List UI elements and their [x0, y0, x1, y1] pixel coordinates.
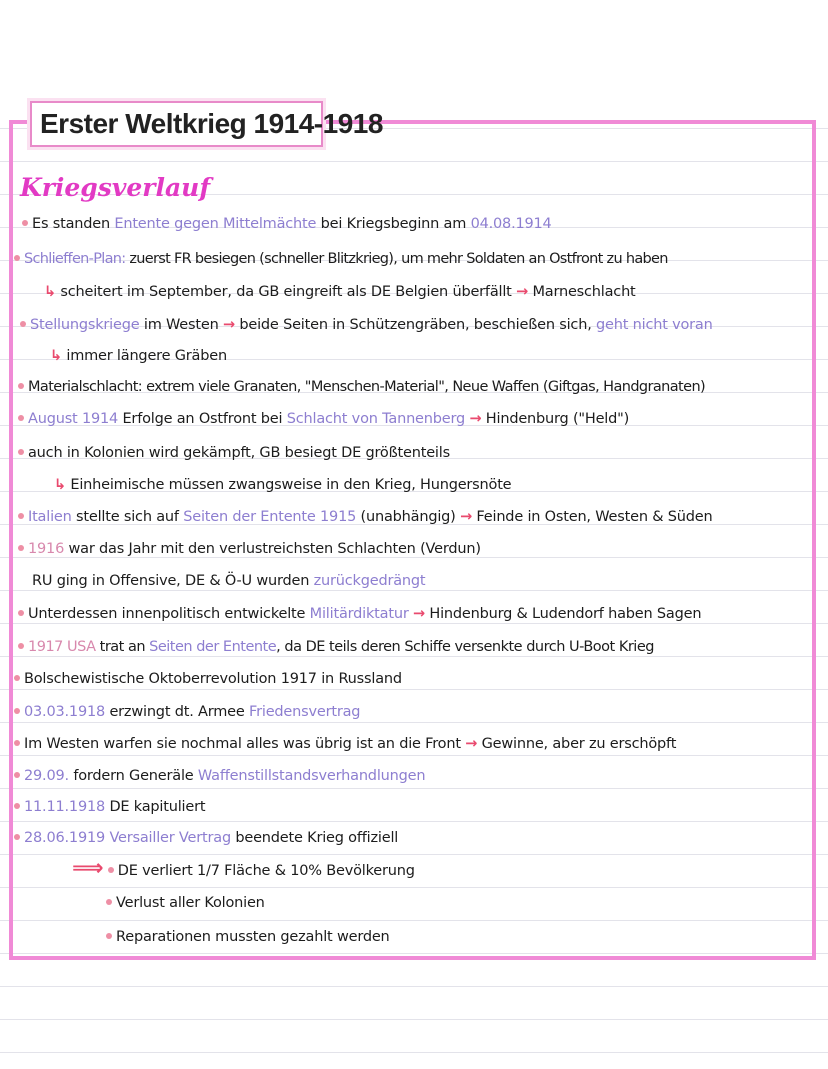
note-line: Unterdessen innenpolitisch entwickelte Militärdiktatur → Hindenburg & Ludendorf haben Sagen: [18, 604, 701, 624]
bullet-dot-icon: [14, 255, 20, 261]
note-line: Im Westen warfen sie nochmal alles was übrig ist an die Front → Gewinne, aber zu erschöpft: [14, 734, 676, 754]
note-line: Es standen Entente gegen Mittelmächte bei Kriegsbeginn am 04.08.1914: [22, 214, 552, 234]
note-line: 11.11.1918 DE kapituliert: [14, 797, 205, 817]
note-line: 1916 war das Jahr mit den verlustreichsten Schlachten (Verdun): [18, 539, 481, 559]
bullet-dot-icon: [22, 220, 28, 226]
bullet-dot-icon: [18, 610, 24, 616]
long-arrow-right-icon: ⟹: [72, 856, 104, 881]
bullet-dot-icon: [14, 740, 20, 746]
note-line: 29.09. fordern Generäle Waffenstillstandsverhandlungen: [14, 766, 425, 786]
note-line: RU ging in Offensive, DE & Ö-U wurden zurückgedrängt: [32, 573, 426, 589]
note-line: ⟹ DE verliert 1/7 Fläche & 10% Bevölkerung: [72, 856, 415, 881]
bullet-dot-icon: [106, 933, 112, 939]
arrow-right-icon: →: [223, 317, 235, 333]
note-line: Verlust aller Kolonien: [106, 893, 265, 913]
note-line: auch in Kolonien wird gekämpft, GB besiegt DE größtenteils: [18, 443, 450, 463]
bullet-dot-icon: [18, 545, 24, 551]
note-line: 1917 USA trat an Seiten der Entente, da DE teils deren Schiffe versenkte durch U-Boot Krieg: [18, 637, 654, 657]
note-line: Materialschlacht: extrem viele Granaten, "Menschen-Material", Neue Waffen (Giftgas, Handgranaten): [18, 377, 705, 397]
note-line: 03.03.1918 erzwingt dt. Armee Friedensvertrag: [14, 702, 360, 722]
note-line: ↳ Einheimische müssen zwangsweise in den Krieg, Hungersnöte: [54, 477, 512, 493]
note-line: 28.06.1919 Versailler Vertrag beendete Krieg offiziell: [14, 828, 398, 848]
bullet-dot-icon: [14, 803, 20, 809]
note-line: Italien stellte sich auf Seiten der Entente 1915 (unabhängig) → Feinde in Osten, Westen & Süden: [18, 507, 712, 527]
bullet-dot-icon: [18, 643, 24, 649]
note-line: Stellungskriege im Westen → beide Seiten in Schützengräben, beschießen sich, geht nicht voran: [20, 315, 713, 335]
bullet-dot-icon: [108, 867, 114, 873]
arrow-right-icon: →: [460, 509, 473, 525]
bullet-dot-icon: [14, 772, 20, 778]
bullet-dot-icon: [106, 899, 112, 905]
bullet-dot-icon: [20, 321, 26, 327]
note-line: August 1914 Erfolge an Ostfront bei Schlacht von Tannenberg → Hindenburg ("Held"): [18, 409, 629, 429]
note-line: Bolschewistische Oktoberrevolution 1917 in Russland: [14, 669, 402, 689]
return-arrow-icon: ↳: [54, 477, 66, 493]
section-heading: Kriegsverlauf: [20, 173, 211, 202]
arrow-right-icon: →: [465, 736, 478, 752]
return-arrow-icon: ↳: [44, 284, 56, 300]
bullet-dot-icon: [18, 383, 24, 389]
page-top-margin: [0, 0, 828, 98]
arrow-right-icon: →: [516, 284, 529, 300]
note-line: Reparationen mussten gezahlt werden: [106, 927, 390, 947]
note-line: Schlieffen-Plan: zuerst FR besiegen (schneller Blitzkrieg), um mehr Soldaten an Ostfront zu haben: [14, 249, 668, 269]
bullet-dot-icon: [18, 415, 24, 421]
note-line: ↳ scheitert im September, da GB eingreift als DE Belgien überfällt → Marneschlacht: [44, 284, 636, 300]
bullet-dot-icon: [14, 708, 20, 714]
arrow-right-icon: →: [469, 411, 482, 427]
note-line: ↳ immer längere Gräben: [50, 348, 227, 364]
bullet-dot-icon: [14, 675, 20, 681]
bullet-dot-icon: [14, 834, 20, 840]
bullet-dot-icon: [18, 449, 24, 455]
page-title: Erster Weltkrieg 1914-1918: [30, 101, 323, 147]
return-arrow-icon: ↳: [50, 348, 62, 364]
bullet-dot-icon: [18, 513, 24, 519]
arrow-right-icon: →: [413, 606, 425, 622]
